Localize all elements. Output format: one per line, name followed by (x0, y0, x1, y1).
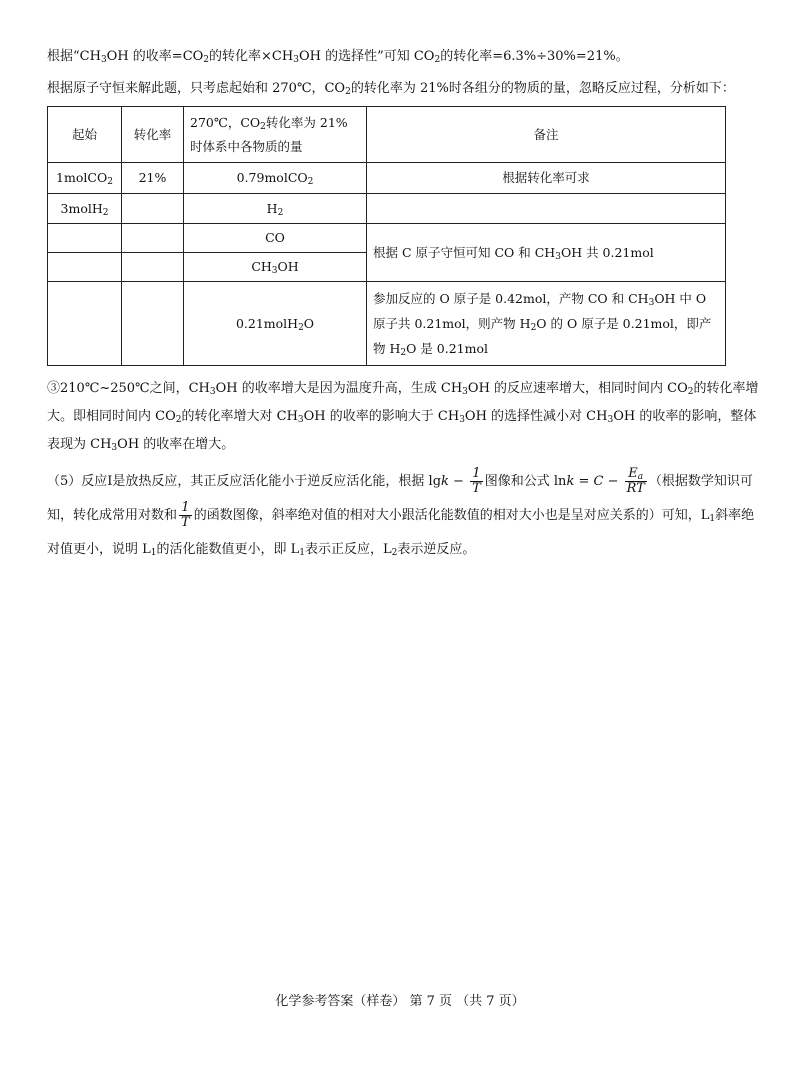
table-row (48, 163, 726, 194)
text: 的转化率×CH (209, 49, 294, 64)
cell-note: 根据转化率可求 (367, 163, 726, 194)
text: O 的 O 原子是 0.21mol，即产物 H (373, 316, 712, 356)
text: E (628, 466, 638, 481)
text: OH 的选择性减小对 CH (464, 409, 608, 424)
text: OH 共 0.21mol (560, 244, 654, 260)
subscript: 3 (111, 443, 118, 453)
text: 参加反应的 O 原子是 0.42mol，产物 CO 和 CH (373, 291, 649, 306)
text: 270℃，CO (190, 114, 261, 130)
text: H (266, 200, 278, 216)
subscript: 2 (277, 207, 284, 218)
cell-amount: CO (184, 224, 367, 253)
text: OH 的收率的影响，整体表现为 CH (47, 409, 757, 452)
subscript: 2 (203, 55, 210, 65)
subscript: 2 (260, 121, 266, 132)
fraction-1-over-T (470, 467, 483, 496)
text: 表示正反应，L (305, 542, 392, 557)
subscript: a (637, 472, 644, 482)
cell-start (48, 163, 122, 194)
text: OH 的反应速率增大，相同时间内 CO (467, 381, 688, 396)
cell-start (48, 282, 122, 366)
subscript: 2 (434, 55, 441, 65)
text: 的转化率为 21%时各组分的物质的量，忽略反应过程，分析如下： (350, 81, 735, 96)
subscript: 2 (175, 415, 182, 425)
subscript: 2 (307, 177, 314, 187)
subscript: 1 (299, 548, 305, 558)
subscript: 2 (530, 323, 537, 333)
cell-rate (122, 282, 184, 366)
text: 时体系中各物质的量 (190, 138, 303, 154)
subscript: 1 (150, 548, 157, 558)
text: 图像和公式 ln (484, 474, 567, 489)
fraction-denominator: T (181, 515, 190, 530)
math-op: − (603, 474, 623, 489)
fraction-denominator: RT (626, 481, 645, 496)
subscript: 3 (555, 251, 561, 262)
text: 的转化率增大对 CH (181, 409, 298, 424)
text: 根据原子守恒来解此题，只考虑起始和 270℃，CO (47, 81, 346, 96)
subscript: 2 (400, 348, 407, 358)
text: 0.21molH (235, 315, 299, 331)
subscript: 3 (607, 415, 614, 425)
subscript: 2 (102, 207, 109, 218)
subscript: 2 (687, 387, 694, 397)
text: OH 中 O 原子共 0.21mol，则产物 H (373, 291, 707, 331)
subscript: 3 (462, 387, 468, 397)
cell-amount (184, 194, 367, 224)
fraction-1-over-T (179, 501, 192, 530)
text: 转化率为 21% (265, 114, 348, 130)
header-note: 备注 (367, 107, 726, 163)
cell-amount (184, 282, 367, 366)
cell-amount (184, 253, 367, 282)
text: OH 的收率在增大。 (117, 437, 235, 452)
text: 的转化率增大。即相同时间内 CO (47, 381, 759, 424)
subscript: 2 (107, 177, 113, 187)
subscript: 3 (297, 415, 304, 425)
text: 1molCO (56, 170, 108, 185)
text: 的转化率=6.3%÷30%=21%。 (440, 49, 629, 64)
fraction-denominator: T (472, 481, 481, 496)
analysis-table (47, 106, 726, 366)
subscript: 3 (648, 298, 655, 308)
subscript: 3 (459, 415, 465, 425)
text: OH 的选择性”可知 CO (298, 49, 435, 64)
text: O 是 0.21mol (406, 341, 489, 356)
text: ③210℃~250℃之间，CH (47, 381, 210, 396)
cell-rate (122, 253, 184, 282)
text: 0.79molCO (236, 170, 308, 185)
text: （根据数学知识可知，转化成常用对数和 (47, 474, 753, 523)
cell-note (367, 282, 726, 366)
page-footer: 化学参考答案（样卷） 第 7 页 （共 7 页） (275, 994, 525, 1009)
cell-start (48, 253, 122, 282)
text: OH 的收率的影响大于 CH (303, 409, 460, 424)
text: OH 的收率增大是因为温度升高，生成 CH (215, 381, 463, 396)
cell-start (48, 194, 122, 224)
text: 表示逆反应。 (397, 542, 476, 557)
paragraph-3 (47, 375, 767, 459)
math-var: C (593, 474, 604, 489)
cell-rate (122, 194, 184, 224)
subscript: 3 (271, 266, 278, 276)
text: 根据“CH (47, 49, 101, 64)
text: OH 的收率=CO (106, 49, 204, 64)
math-var: k (566, 474, 575, 489)
cell-rate: 21% (122, 163, 184, 194)
subscript: 3 (293, 55, 299, 65)
intro-line-1 (47, 44, 767, 70)
math-op: − (448, 474, 469, 489)
subscript: 3 (209, 387, 216, 397)
cell-rate (122, 224, 184, 253)
text: （5）反应Ⅰ是放热反应，其正反应活化能小于逆反应活化能，根据 lg (47, 474, 442, 489)
subscript: 2 (391, 548, 398, 558)
text: CH (251, 259, 272, 274)
subscript: 1 (709, 514, 716, 524)
text: O (303, 315, 315, 331)
subscript: 2 (345, 87, 351, 97)
text: 根据 C 原子守恒可知 CO 和 CH (373, 244, 556, 260)
table-row (48, 282, 726, 366)
subscript: 2 (298, 322, 304, 333)
fraction-Ea-over-RT (625, 467, 647, 496)
header-start: 起始 (48, 107, 122, 163)
text: 的活化能数值更小，即 L (156, 542, 300, 557)
fraction-numerator: 1 (470, 467, 483, 482)
text: 3molH (60, 200, 103, 216)
intro-line-2 (47, 76, 767, 102)
text: 的函数图像，斜率绝对值的相对大小跟活化能数值的相对大小也是呈对应关系的）可知，L (193, 508, 710, 523)
math-op: = (574, 474, 594, 489)
table-row (48, 194, 726, 224)
fraction-numerator (625, 467, 647, 482)
header-rate: 转化率 (122, 107, 184, 163)
cell-amount (184, 163, 367, 194)
paragraph-5 (47, 465, 767, 567)
subscript: 3 (100, 55, 107, 65)
table-header-row (48, 107, 726, 163)
cell-note (367, 224, 726, 282)
cell-start (48, 224, 122, 253)
text: 斜率绝对值更小，说明 L (47, 508, 755, 557)
table-row (48, 224, 726, 253)
header-amount (184, 107, 367, 163)
fraction-numerator: 1 (179, 501, 192, 516)
text: OH (277, 259, 299, 274)
cell-note (367, 194, 726, 224)
math-var: k (441, 474, 449, 489)
